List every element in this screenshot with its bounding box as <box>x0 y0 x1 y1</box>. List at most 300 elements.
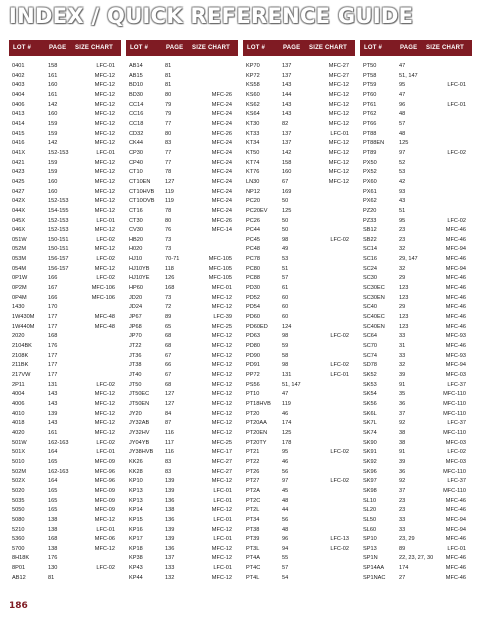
page-cell: 68 <box>165 333 172 340</box>
page-cell: 143 <box>48 400 58 407</box>
header-page: PAGE <box>400 45 418 51</box>
table-row <box>9 400 121 410</box>
size-chart-cell: MFC-96 <box>94 468 115 475</box>
table-row <box>243 236 355 246</box>
lot-cell: 502M <box>12 468 26 475</box>
table-row <box>9 332 121 342</box>
page-cell: 142 <box>282 149 292 156</box>
page-cell: 79 <box>165 101 172 108</box>
size-chart-cell: MFC-01 <box>211 285 232 292</box>
size-chart-cell: MFC-12 <box>211 391 232 398</box>
table-row <box>126 217 238 227</box>
page-cell: 45 <box>282 487 289 494</box>
table-row <box>360 62 472 72</box>
table-row <box>126 110 238 120</box>
lot-cell: HJ10YE <box>129 275 150 282</box>
size-chart-cell: MFC-24 <box>211 188 232 195</box>
size-chart-cell: MFC-12 <box>211 410 232 417</box>
page-cell: 32 <box>399 362 406 369</box>
lot-cell: 4006 <box>12 400 25 407</box>
lot-cell: BD10 <box>129 82 143 89</box>
table-row <box>243 217 355 227</box>
table-row <box>126 526 238 536</box>
lot-cell: 5020 <box>12 487 25 494</box>
table-row <box>126 168 238 178</box>
page-cell: 29, 147 <box>399 256 418 263</box>
lot-cell: PT21 <box>246 449 260 456</box>
table-row <box>126 352 238 362</box>
table-row <box>9 410 121 420</box>
size-chart-cell: MFC-12 <box>211 574 232 581</box>
table-row <box>243 468 355 478</box>
lot-cell: 5210 <box>12 526 25 533</box>
lot-cell: PX60 <box>363 178 377 185</box>
page-cell: 48 <box>282 497 289 504</box>
page-cell: 137 <box>282 130 292 137</box>
page-cell: 177 <box>48 323 58 330</box>
lot-cell: CT30 <box>129 217 143 224</box>
table-row <box>360 458 472 468</box>
lot-cell: JY32HV <box>129 429 150 436</box>
page-cell: 139 <box>165 478 175 485</box>
table-row <box>243 139 355 149</box>
page-cell: 174 <box>282 420 292 427</box>
lot-cell: JT36 <box>129 352 142 359</box>
size-chart-cell: MFC-17 <box>211 449 232 456</box>
table-row <box>360 236 472 246</box>
lot-cell: SL60 <box>363 526 377 533</box>
size-chart-cell: MFC-46 <box>445 343 466 350</box>
lot-cell: PT4C <box>246 565 261 572</box>
size-chart-cell: MFC-12 <box>211 526 232 533</box>
lot-cell: HB20 <box>129 236 143 243</box>
lot-cell: 0P1W <box>12 275 28 282</box>
page-cell: 46 <box>282 458 289 465</box>
table-row <box>243 419 355 429</box>
lot-cell: PX61 <box>363 188 377 195</box>
lot-cell: AB15 <box>129 72 143 79</box>
lot-cell: JT50 <box>129 381 142 388</box>
page-cell: 55 <box>282 555 289 562</box>
lot-cell: KT50 <box>246 149 260 156</box>
lot-cell: SK56 <box>363 400 377 407</box>
lot-cell: PT88 <box>363 130 377 137</box>
size-chart-cell: MFC-24 <box>211 120 232 127</box>
lot-cell: 0423 <box>12 169 25 176</box>
page-cell: 143 <box>282 111 292 118</box>
size-chart-cell: MFC-09 <box>94 487 115 494</box>
index-rows <box>126 62 238 583</box>
page-cell: 35 <box>399 391 406 398</box>
lot-cell: SP10 <box>363 536 377 543</box>
size-chart-cell: MFC-94 <box>445 246 466 253</box>
size-chart-cell: MFC-12 <box>328 169 349 176</box>
lot-cell: PT38 <box>246 526 260 533</box>
page-cell: 80 <box>165 91 172 98</box>
size-chart-cell: LFC-02 <box>330 449 349 456</box>
table-row <box>126 149 238 159</box>
lot-cell: JP67 <box>129 314 142 321</box>
page-number: 186 <box>9 601 28 611</box>
table-row <box>126 91 238 101</box>
page-cell: 47 <box>399 63 406 69</box>
lot-cell: SK98 <box>363 487 377 494</box>
page-cell: 168 <box>48 536 58 543</box>
size-chart-cell: MFC-27 <box>211 458 232 465</box>
size-chart-cell: MFC-46 <box>445 294 466 301</box>
table-row <box>126 274 238 284</box>
lot-cell: SP1N <box>363 555 378 562</box>
lot-cell: 051W <box>12 236 27 243</box>
page-cell: 42 <box>399 178 406 185</box>
lot-cell: CP40 <box>129 159 143 166</box>
table-row <box>126 188 238 198</box>
table-row <box>126 516 238 526</box>
table-row <box>360 101 472 111</box>
lot-cell: NP12 <box>246 188 260 195</box>
size-chart-cell: MFC-110 <box>443 400 466 407</box>
table-row <box>126 226 238 236</box>
page-cell: 52 <box>399 159 406 166</box>
size-chart-cell: MFC-24 <box>211 111 232 118</box>
table-row <box>126 410 238 420</box>
table-row <box>243 274 355 284</box>
table-row <box>360 120 472 130</box>
index-rows <box>360 62 472 583</box>
lot-cell: 217VW <box>12 372 31 378</box>
table-row <box>243 390 355 400</box>
lot-cell: PP72 <box>246 372 260 378</box>
lot-cell: 5035 <box>12 497 25 504</box>
page-cell: 160 <box>48 111 58 118</box>
table-row <box>9 439 121 449</box>
page-cell: 92 <box>399 478 406 485</box>
page-cell: 92 <box>399 420 406 427</box>
page-cell: 139 <box>165 487 175 494</box>
page-cell: 82 <box>282 120 289 127</box>
table-row <box>9 110 121 120</box>
table-row <box>9 371 121 381</box>
page-cell: 23 <box>399 227 406 234</box>
lot-cell: PT2C <box>246 497 261 504</box>
lot-cell: SK6L <box>363 410 377 417</box>
size-chart-cell: MFC-24 <box>211 159 232 166</box>
lot-cell: 2020 <box>12 333 25 340</box>
header-lot: LOT # <box>364 45 383 51</box>
size-chart-cell: MFC-94 <box>445 265 466 272</box>
table-row <box>9 255 121 265</box>
lot-cell: SK54 <box>363 391 377 398</box>
size-chart-cell: MFC-46 <box>445 256 466 263</box>
size-chart-cell: MFC-46 <box>445 536 466 543</box>
lot-cell: JT38 <box>129 362 142 369</box>
size-chart-cell: MFC-12 <box>94 420 115 427</box>
lot-cell: PT2A <box>246 487 260 494</box>
table-row <box>126 284 238 294</box>
lot-cell: KP72 <box>246 72 260 79</box>
lot-cell: PT10 <box>246 391 260 398</box>
page-cell: 133 <box>165 565 175 572</box>
lot-cell: 211BK <box>12 362 29 369</box>
page-cell: 118 <box>165 265 174 272</box>
lot-cell: 044X <box>12 207 26 214</box>
lot-cell: CT10EN <box>129 178 151 185</box>
lot-cell: PC26 <box>246 217 260 224</box>
page-cell: 79 <box>165 111 172 118</box>
table-row <box>243 458 355 468</box>
lot-cell: PT39 <box>246 536 260 543</box>
table-row <box>9 313 121 323</box>
lot-cell: 0425 <box>12 178 25 185</box>
table-row <box>126 574 238 584</box>
table-row <box>9 487 121 497</box>
page-cell: 56 <box>282 516 289 523</box>
page-cell: 23 <box>399 507 406 514</box>
page-cell: 66 <box>165 362 172 369</box>
lot-cell: KT30 <box>246 120 260 127</box>
page-cell: 53 <box>282 256 289 263</box>
size-chart-cell: MFC-27 <box>328 72 349 79</box>
page-cell: 81 <box>165 63 172 69</box>
table-row <box>360 226 472 236</box>
page-cell: 32 <box>399 265 406 272</box>
size-chart-cell: MFC-12 <box>94 516 115 523</box>
size-chart-cell: MFC-12 <box>94 101 115 108</box>
lot-cell: 8P01 <box>12 565 26 572</box>
page-cell: 119 <box>165 198 174 205</box>
table-row <box>243 284 355 294</box>
table-row <box>9 352 121 362</box>
lot-cell: KS64 <box>246 111 260 118</box>
table-row <box>243 361 355 371</box>
size-chart-cell: MFC-12 <box>328 101 349 108</box>
table-row <box>126 139 238 149</box>
lot-cell: PD63 <box>246 333 260 340</box>
table-row <box>243 265 355 275</box>
lot-cell: SC74 <box>363 352 377 359</box>
page-cell: 73 <box>165 246 172 253</box>
table-row <box>360 390 472 400</box>
page-cell: 165 <box>48 487 58 494</box>
page-cell: 160 <box>48 82 58 89</box>
lot-cell: CT10OVB <box>129 198 155 205</box>
size-chart-cell: MFC-46 <box>445 574 466 581</box>
size-chart-cell: LFC-02 <box>96 236 115 243</box>
lot-cell: KP17 <box>129 536 143 543</box>
size-chart-cell: MFC-12 <box>94 207 115 214</box>
size-chart-cell: MFC-12 <box>211 420 232 427</box>
table-row <box>9 497 121 507</box>
page-cell: 80 <box>165 130 172 137</box>
size-chart-cell: MFC-12 <box>328 140 349 147</box>
lot-cell: JT22 <box>129 343 142 350</box>
page-cell: 47 <box>282 391 289 398</box>
table-row <box>360 535 472 545</box>
size-chart-cell: MFC-12 <box>328 82 349 89</box>
lot-cell: SK7L <box>363 420 377 427</box>
page-cell: 160 <box>48 178 58 185</box>
table-row <box>126 323 238 333</box>
lot-cell: 1430 <box>12 304 25 311</box>
size-chart-cell: MFC-12 <box>94 391 115 398</box>
page-cell: 174 <box>399 565 409 572</box>
table-row <box>9 101 121 111</box>
table-row <box>126 429 238 439</box>
lot-cell: PD90 <box>246 352 260 359</box>
page-cell: 125 <box>282 207 292 214</box>
table-row <box>126 458 238 468</box>
size-chart-cell: MFC-12 <box>211 333 232 340</box>
lot-cell: AB14 <box>129 63 143 69</box>
table-row <box>243 535 355 545</box>
lot-cell: 053M <box>12 256 26 263</box>
table-row <box>243 130 355 140</box>
table-row <box>126 506 238 516</box>
page-cell: 60 <box>282 314 289 321</box>
lot-cell: 041X <box>12 149 26 156</box>
size-chart-cell: MFC-12 <box>94 265 115 272</box>
page-cell: 139 <box>165 536 175 543</box>
table-row <box>243 178 355 188</box>
lot-cell: PT20 <box>246 410 260 417</box>
lot-cell: BD30 <box>129 91 143 98</box>
lot-cell: JT40 <box>129 372 142 378</box>
size-chart-cell: MFC-12 <box>94 410 115 417</box>
size-chart-cell: MFC-12 <box>211 381 232 388</box>
table-row <box>243 448 355 458</box>
size-chart-cell: MFC-12 <box>328 91 349 98</box>
lot-cell: KP43 <box>129 565 143 572</box>
page-cell: 152-153 <box>48 149 69 156</box>
table-row <box>9 294 121 304</box>
table-row <box>360 265 472 275</box>
table-row <box>243 381 355 391</box>
lot-cell: PT26 <box>246 468 260 475</box>
table-row <box>9 81 121 91</box>
page-cell: 142 <box>48 101 58 108</box>
page-cell: 23 <box>399 497 406 504</box>
lot-cell: SK74 <box>363 429 377 436</box>
lot-cell: 4004 <box>12 391 25 398</box>
lot-cell: KP18 <box>129 545 143 552</box>
page-cell: 57 <box>282 275 289 282</box>
table-row <box>243 506 355 516</box>
lot-cell: SC30 <box>363 275 377 282</box>
page-cell: 137 <box>165 555 175 562</box>
page-cell: 138 <box>48 526 58 533</box>
size-chart-cell: MFC-12 <box>94 120 115 127</box>
size-chart-cell: MFC-46 <box>445 304 466 311</box>
page-cell: 91 <box>399 381 406 388</box>
lot-cell: JY20 <box>129 410 142 417</box>
page-cell: 158 <box>282 159 292 166</box>
page-cell: 22, 23, 27, 30 <box>399 555 434 562</box>
page-cell: 143 <box>282 101 292 108</box>
table-row <box>9 468 121 478</box>
size-chart-cell: MFC-12 <box>94 178 115 185</box>
size-chart-cell: MFC-12 <box>328 178 349 185</box>
page-cell: 138 <box>165 507 175 514</box>
lot-cell: PC48 <box>246 246 260 253</box>
table-row <box>360 361 472 371</box>
table-row <box>360 574 472 584</box>
size-chart-cell: MFC-46 <box>445 314 466 321</box>
lot-cell: SP14AA <box>363 565 385 572</box>
table-row <box>9 574 121 584</box>
page-cell: 37 <box>399 487 406 494</box>
page-cell: 68 <box>165 381 172 388</box>
lot-cell: PT61 <box>363 101 377 108</box>
lot-cell: JD24 <box>129 304 143 311</box>
size-chart-cell: MFC-93 <box>445 333 466 340</box>
size-chart-cell: MFC-12 <box>94 82 115 89</box>
page-cell: 123 <box>399 323 409 330</box>
table-row <box>360 197 472 207</box>
lot-cell: SC40 <box>363 304 377 311</box>
page-cell: 161 <box>48 91 58 98</box>
table-row <box>126 120 238 130</box>
lot-cell: PT4L <box>246 574 260 581</box>
lot-cell: PC44 <box>246 227 260 234</box>
table-row <box>9 168 121 178</box>
page-cell: 124 <box>282 323 292 330</box>
size-chart-cell: MFC-12 <box>211 545 232 552</box>
lot-cell: PT22 <box>246 458 260 465</box>
page-cell: 136 <box>165 516 175 523</box>
lot-cell: 4018 <box>12 420 25 427</box>
size-chart-cell: MFC-12 <box>94 545 115 552</box>
lot-cell: JT50EC <box>129 391 150 398</box>
table-row <box>9 535 121 545</box>
header-size-chart: SIZE CHART <box>426 45 464 51</box>
page-cell: 67 <box>282 178 289 185</box>
size-chart-cell: MFC-12 <box>94 227 115 234</box>
lot-cell: 0421 <box>12 159 25 166</box>
table-row <box>126 130 238 140</box>
table-row <box>243 188 355 198</box>
lot-cell: 502X <box>12 478 26 485</box>
lot-cell: JP68 <box>129 323 142 330</box>
size-chart-cell: LFC-39 <box>213 314 232 321</box>
lot-cell: CD32 <box>129 130 144 137</box>
page-cell: 76 <box>165 227 172 234</box>
table-row <box>360 506 472 516</box>
lot-cell: PC88 <box>246 275 260 282</box>
header-size-chart: SIZE CHART <box>192 45 230 51</box>
page-cell: 68 <box>165 343 172 350</box>
lot-cell: KT33 <box>246 130 260 137</box>
table-row <box>360 284 472 294</box>
page-cell: 51 <box>282 265 289 272</box>
page-cell: 31 <box>399 343 406 350</box>
page-cell: 164 <box>48 478 58 485</box>
size-chart-cell: MFC-12 <box>94 169 115 176</box>
page-cell: 130 <box>48 565 58 572</box>
size-chart-cell: MFC-94 <box>445 526 466 533</box>
table-row <box>9 526 121 536</box>
page-cell: 123 <box>399 294 409 301</box>
lot-cell: 2P11 <box>12 381 25 388</box>
size-chart-cell: MFC-46 <box>445 285 466 292</box>
page-cell: 61 <box>282 285 289 292</box>
size-chart-cell: MFC-12 <box>211 429 232 436</box>
page-cell: 169 <box>282 188 292 195</box>
page-cell: 168 <box>48 333 58 340</box>
table-row <box>360 545 472 555</box>
table-row <box>360 439 472 449</box>
page-cell: 23 <box>399 236 406 243</box>
size-chart-cell: MFC-12 <box>94 246 115 253</box>
